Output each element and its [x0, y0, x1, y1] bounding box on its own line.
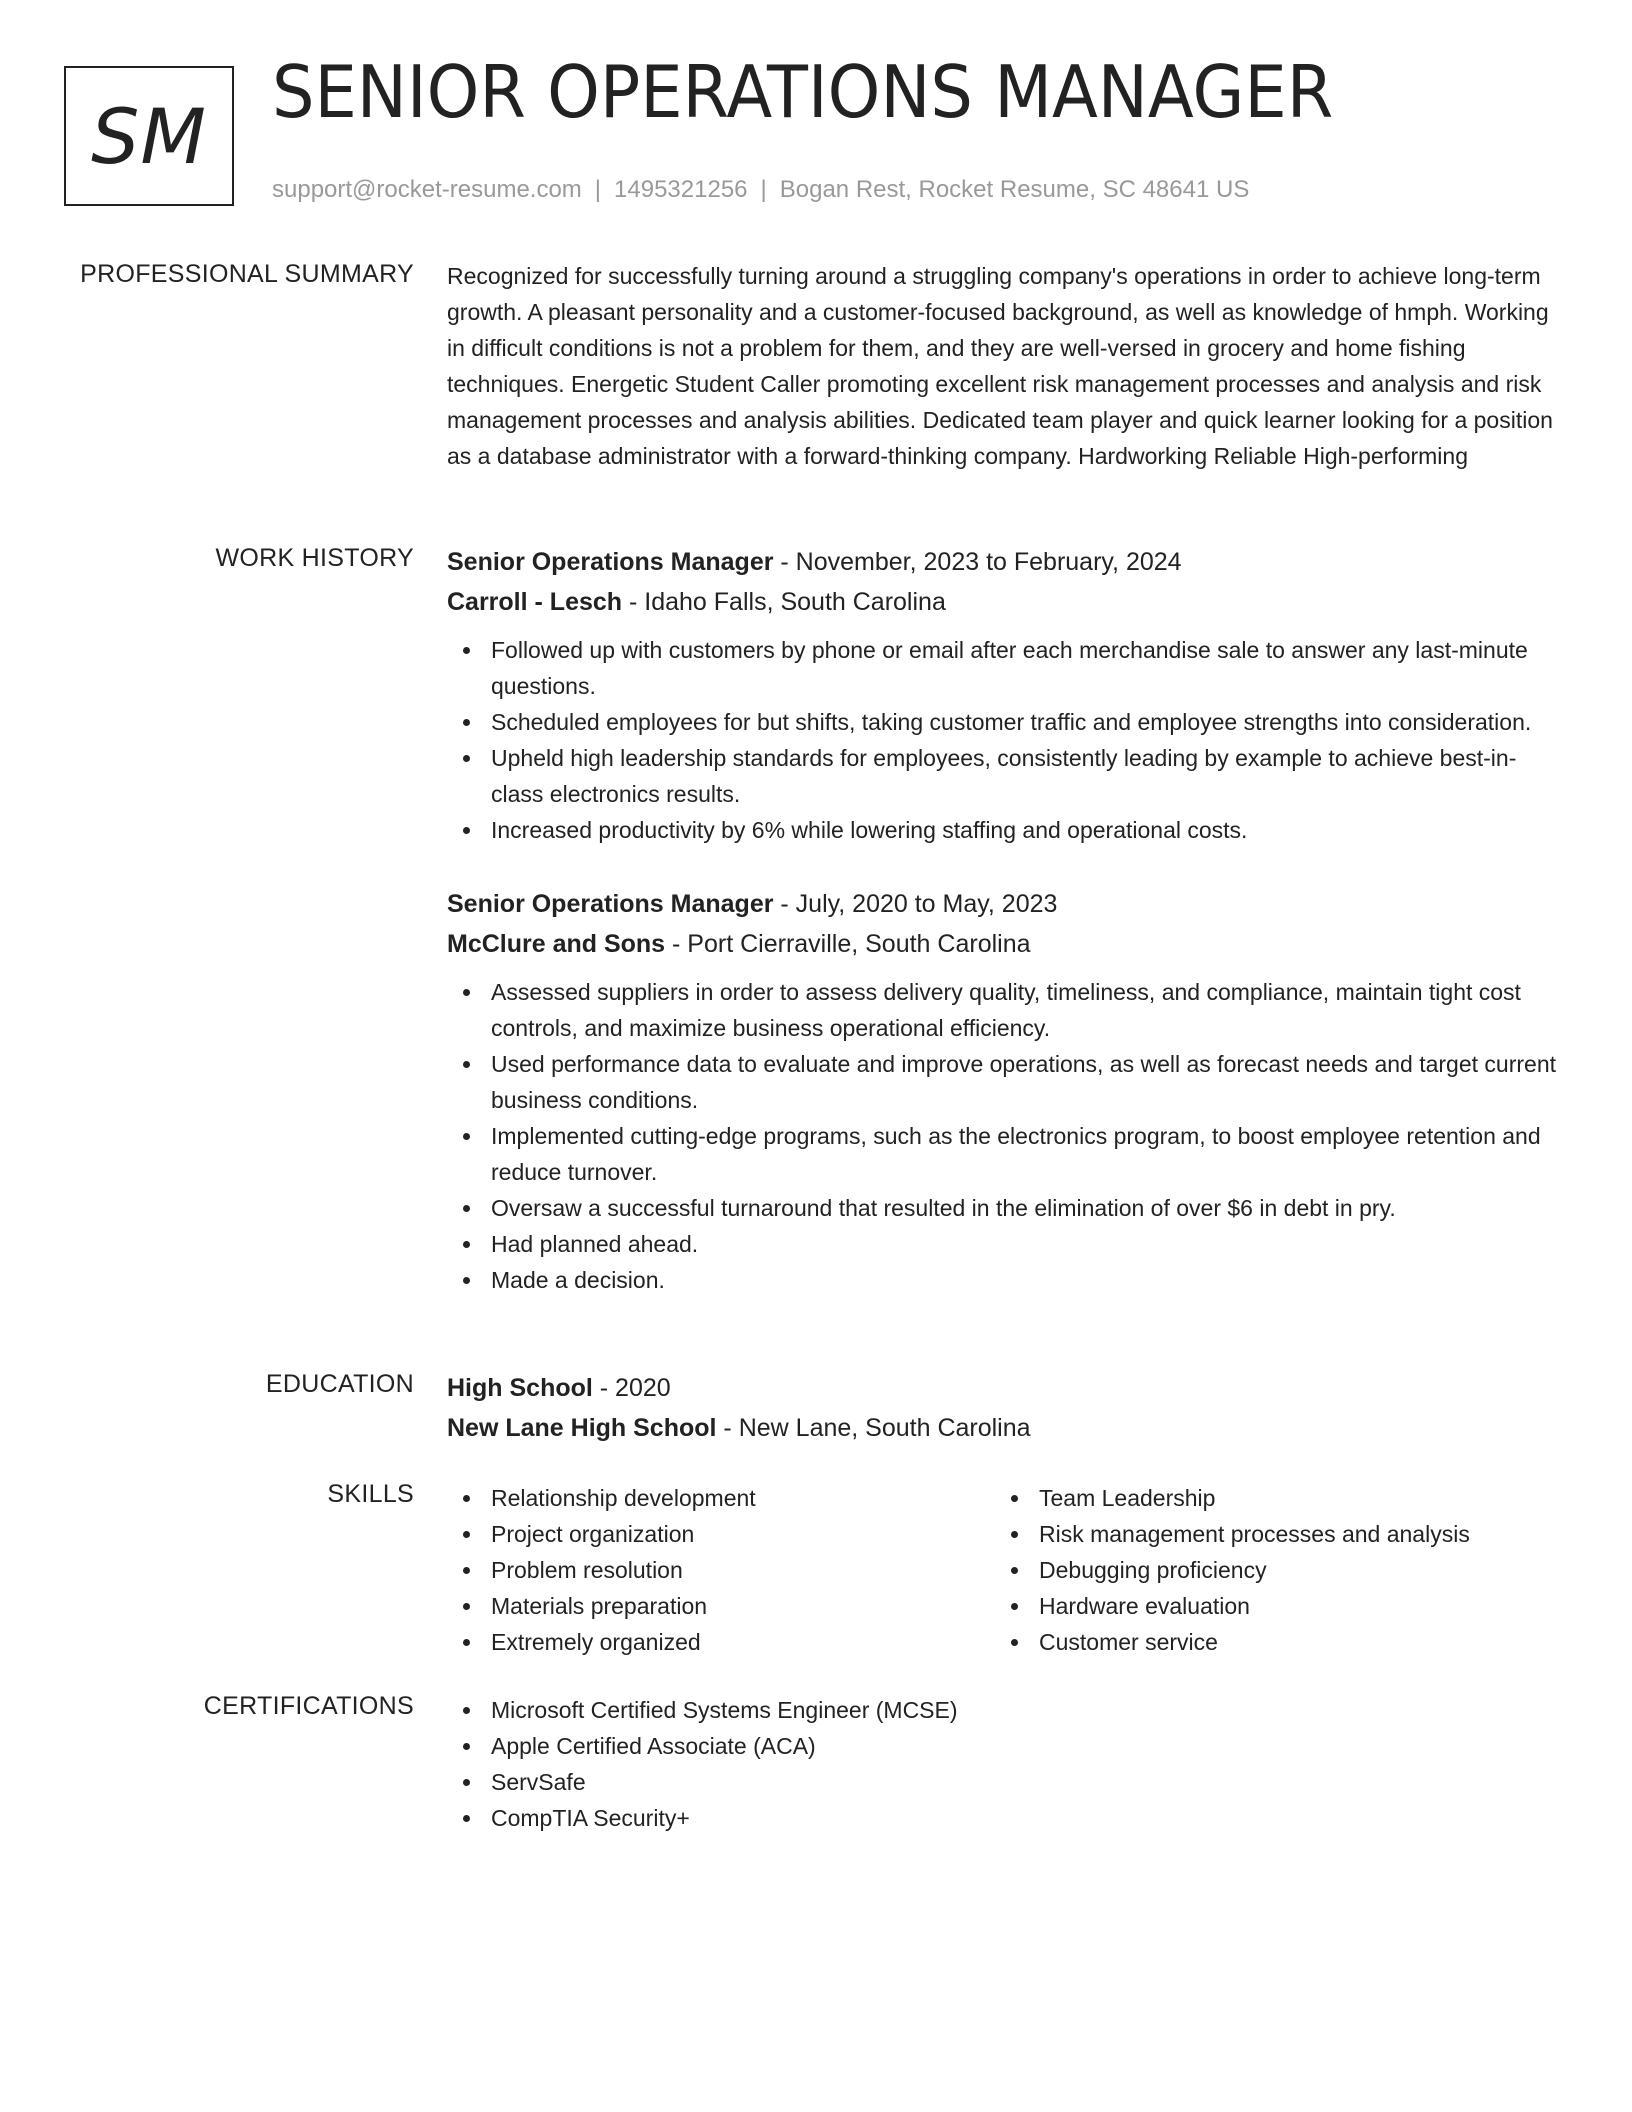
job-dates: - November, 2023 to February, 2024 [773, 548, 1182, 576]
job-title: Senior Operations Manager [447, 548, 774, 576]
list-item: Microsoft Certified Systems Engineer (MCSE) [447, 1692, 1562, 1728]
education-degree: High School [447, 1374, 593, 1402]
work-history-body [447, 542, 1562, 1298]
list-item: Implemented cutting-edge programs, such as the electronics program, to boost employee retention and reduce turnover. [447, 1118, 1562, 1190]
list-item: Used performance data to evaluate and improve operations, as well as forecast needs and target current business conditions. [447, 1046, 1562, 1118]
section-heading-education: EDUCATION [265, 1370, 414, 1398]
education-degree-line [447, 1368, 1562, 1408]
list-item: Apple Certified Associate (ACA) [447, 1728, 1562, 1764]
job-company: McClure and Sons [447, 930, 666, 958]
list-item: Relationship development [447, 1480, 995, 1516]
list-item: Scheduled employees for but shifts, taking customer traffic and employee strengths into consideration. [447, 704, 1562, 740]
list-item: Risk management processes and analysis [995, 1516, 1543, 1552]
candidate-name: SENIOR OPERATIONS MANAGER [272, 50, 1334, 134]
education-school: New Lane High School [447, 1414, 717, 1442]
job-bullets [447, 632, 1562, 848]
job-company-line [447, 924, 1562, 964]
list-item: Assessed suppliers in order to assess delivery quality, timeliness, and compliance, maintain tight cost controls, and maximize business operational efficiency. [447, 974, 1562, 1046]
certifications-body [447, 1692, 1562, 1836]
list-item: Project organization [447, 1516, 995, 1552]
section-heading-certifications: CERTIFICATIONS [203, 1692, 414, 1720]
job-company: Carroll - Lesch [447, 588, 623, 616]
contact-address: Bogan Rest, Rocket Resume, SC 48641 US [779, 176, 1250, 203]
job-location: - Port Cierraville, South Carolina [665, 930, 1031, 958]
list-item: Oversaw a successful turnaround that resulted in the elimination of over $6 in debt in pry. [447, 1190, 1562, 1226]
section-heading-skills: SKILLS [327, 1480, 414, 1508]
job-title-line [447, 884, 1562, 924]
job-entry [447, 884, 1562, 1298]
list-item: Team Leadership [995, 1480, 1543, 1516]
skills-list-right [995, 1480, 1543, 1660]
section-heading-summary: PROFESSIONAL SUMMARY [80, 260, 414, 288]
list-item: Increased productivity by 6% while lowering staffing and operational costs. [447, 812, 1562, 848]
monogram-box [64, 66, 234, 206]
skills-list-left [447, 1480, 995, 1660]
education-year: - 2020 [592, 1374, 671, 1402]
list-item: Materials preparation [447, 1588, 995, 1624]
list-item: Problem resolution [447, 1552, 995, 1588]
certifications-list [447, 1692, 1562, 1836]
list-item: Upheld high leadership standards for employees, consistently leading by example to achieve best-in-class electronics results. [447, 740, 1562, 812]
list-item: Had planned ahead. [447, 1226, 1562, 1262]
contact-phone[interactable]: 1495321256 [614, 176, 748, 203]
list-item: Extremely organized [447, 1624, 995, 1660]
job-dates: - July, 2020 to May, 2023 [773, 890, 1058, 918]
monogram-initials: SM [91, 91, 207, 181]
skills-grid [447, 1480, 1562, 1660]
skills-column-right [995, 1480, 1543, 1660]
contact-separator: | [760, 176, 767, 203]
contact-separator: | [594, 176, 602, 203]
education-school-line [447, 1408, 1562, 1448]
job-title-line [447, 542, 1562, 582]
job-entry [447, 542, 1562, 848]
education-location: - New Lane, South Carolina [716, 1414, 1031, 1442]
list-item: Hardware evaluation [995, 1588, 1543, 1624]
contact-email[interactable]: support@rocket-resume.com [272, 176, 582, 203]
list-item: Followed up with customers by phone or email after each merchandise sale to answer any last-minute questions. [447, 632, 1562, 704]
list-item: CompTIA Security+ [447, 1800, 1562, 1836]
job-location: - Idaho Falls, South Carolina [622, 588, 946, 616]
list-item: ServSafe [447, 1764, 1562, 1800]
section-heading-work-history: WORK HISTORY [215, 544, 414, 572]
skills-body [447, 1480, 1562, 1660]
education-body [447, 1368, 1562, 1448]
summary-body [447, 258, 1562, 474]
summary-text: Recognized for successfully turning around a struggling company's operations in order to achieve long-term growth. A pleasant personality and a customer-focused background, as well as knowledge of hmph. Working in difficult conditions is not a problem for them, and they are well-versed in grocery and home fishing techniques. Energetic Student Caller promoting excellent risk management processes and analysis and risk management processes and analysis abilities. Dedicated team player and quick learner looking for a position as a database administrator with a forward-thinking company. Hardworking Reliable High-performing [447, 263, 1553, 469]
skills-column-left [447, 1480, 995, 1660]
job-title: Senior Operations Manager [447, 890, 774, 918]
job-company-line [447, 582, 1562, 622]
list-item: Made a decision. [447, 1262, 1562, 1298]
list-item: Customer service [995, 1624, 1543, 1660]
contact-line [272, 176, 1249, 204]
job-bullets [447, 974, 1562, 1298]
list-item: Debugging proficiency [995, 1552, 1543, 1588]
